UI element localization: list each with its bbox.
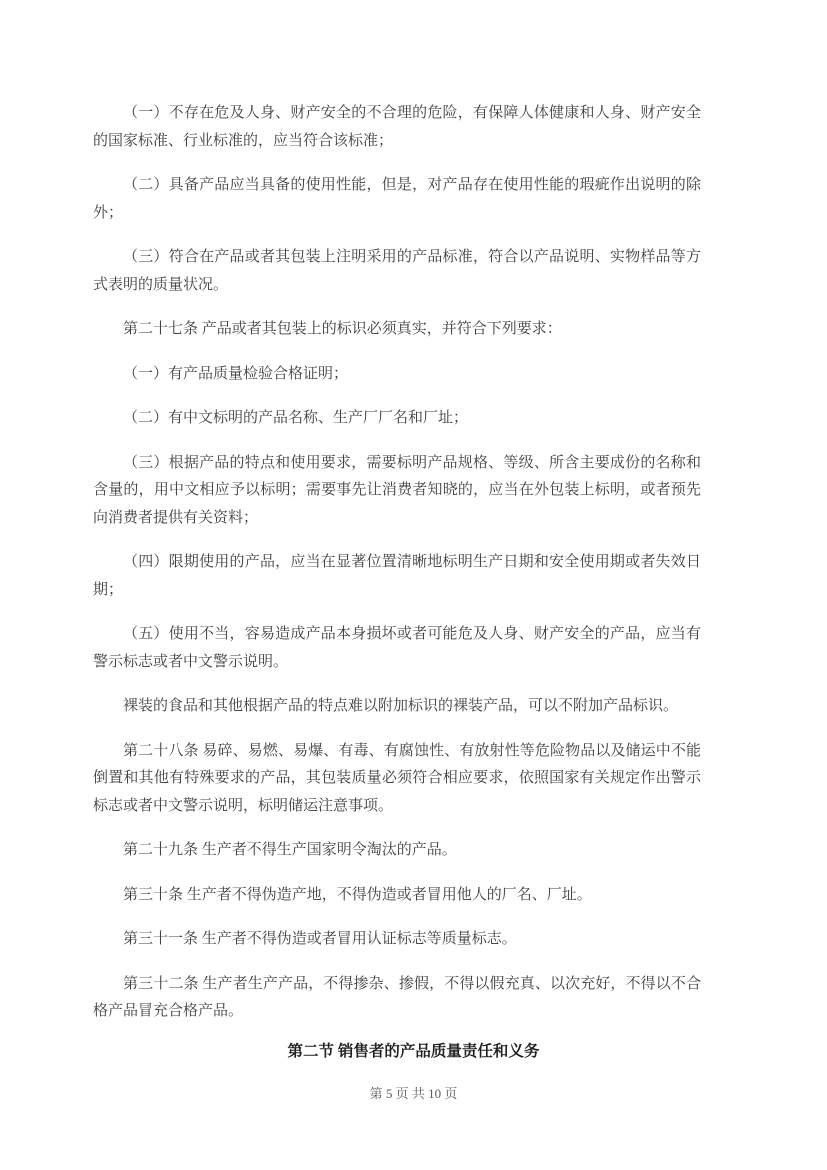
document-paragraph: 第二十九条 生产者不得生产国家明令淘汰的产品。 bbox=[123, 842, 457, 858]
page-number-label: 第 5 页 共 10 页 bbox=[369, 1086, 458, 1101]
document-paragraph: （三）符合在产品或者其包装上注明采用的产品标准，符合以产品说明、实物样品等方式表明的质量状况。 bbox=[93, 249, 701, 293]
document-paragraph: （二）有中文标明的产品名称、生产厂厂名和厂址； bbox=[123, 410, 469, 426]
document-paragraph: （五）使用不当，容易造成产品本身损坏或者可能危及人身、财产安全的产品，应当有警示标志或者中文警示说明。 bbox=[93, 626, 701, 670]
document-paragraph: （一）有产品质量检验合格证明； bbox=[123, 365, 349, 382]
document-paragraph: （四）限期使用的产品，应当在显著位置清晰地标明生产日期和安全使用期或者失效日期； bbox=[93, 554, 701, 598]
section-heading: 第二节 销售者的产品质量责任和义务 bbox=[287, 1043, 540, 1060]
document-paragraph: 第三十一条 生产者不得伪造或者冒用认证标志等质量标志。 bbox=[123, 931, 517, 947]
document-paragraph: （二）具备产品应当具备的使用性能，但是，对产品存在使用性能的瑕疵作出说明的除外； bbox=[93, 177, 701, 221]
document-paragraph: （一）不存在危及人身、财产安全的不合理的危险，有保障人体健康和人身、财产安全的国家标准、行业标准的，应当符合该标准； bbox=[93, 105, 701, 149]
document-paragraph: 裸装的食品和其他根据产品的特点难以附加标识的裸装产品，可以不附加产品标识。 bbox=[123, 698, 679, 714]
document-paragraph: 第二十七条 产品或者其包装上的标识必须真实，并符合下列要求： bbox=[123, 321, 562, 337]
document-paragraph: 第三十二条 生产者生产产品，不得掺杂、掺假，不得以假充真、以次充好，不得以不合格产品冒充合格产品。 bbox=[93, 975, 701, 1019]
document-body bbox=[93, 100, 701, 1043]
document-paragraph: （三）根据产品的特点和使用要求，需要标明产品规格、等级、所含主要成份的名称和含量的，用中文相应予以标明；需要事先让消费者知晓的，应当在外包装上标明，或者预先向消费者提供有关资料； bbox=[93, 454, 701, 526]
document-paragraph: 第二十八条 易碎、易燃、易爆、有毒、有腐蚀性、有放射性等危险物品以及储运中不能倒置和其他有特殊要求的产品，其包装质量必须符合相应要求，依照国家有关规定作出警示标志或者中文警示说明，标明储运注意事项。 bbox=[93, 742, 701, 814]
document-paragraph: 第三十条 生产者不得伪造产地，不得伪造或者冒用他人的厂名、厂址。 bbox=[123, 886, 592, 903]
page-footer bbox=[0, 1084, 827, 1104]
